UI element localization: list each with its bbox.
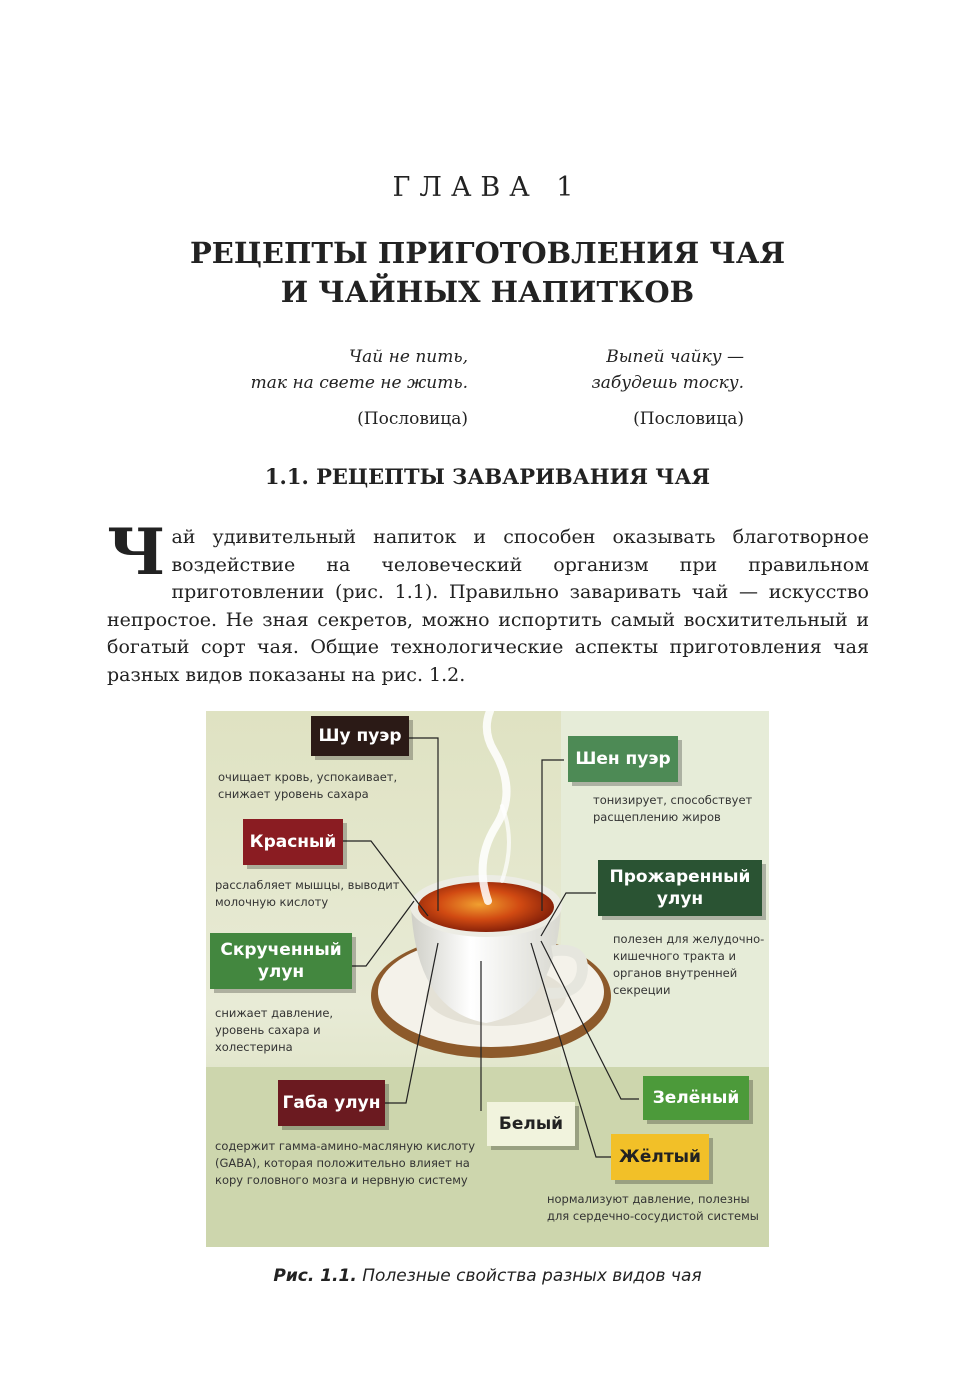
label-shen-puer: Шен пуэр — [568, 736, 678, 782]
epigraph-1-line-2: так на свете не жить. — [250, 373, 468, 393]
chapter-title — [0, 234, 975, 312]
chapter-label: ГЛАВА 1 — [392, 172, 583, 203]
label-prozharenny-ulun: Прожаренный улун — [598, 860, 762, 916]
label-bely: Белый — [487, 1102, 575, 1146]
tea-infographic — [206, 711, 769, 1247]
desc-skruchenny-ulun: снижает давление, уровень сахара и холестерина — [215, 1006, 334, 1054]
epigraph-2-line-2: забудешь тоску. — [591, 373, 744, 393]
epigraph-2-source: (Пословица) — [633, 409, 744, 429]
epigraph-2-line-1: Выпей чайку — — [606, 347, 744, 367]
paragraph-text: ай удивительный напиток и способен оказывать благотворное воздействие на человеческий организм при правильном приготовлении (рис. 1.1). Правильно заваривать чай — искусство непростое. Не зная секретов, можно испортить самый восхитительный и богатый сорт чая. Общие технологические аспекты приготовления чая разных видов показаны на рис. 1.2. — [107, 526, 869, 686]
label-zeleny: Зелёный — [643, 1076, 749, 1120]
desc-shen-puer: тонизирует, способствует расщеплению жиров — [593, 793, 753, 824]
desc-prozharenny-ulun: полезен для желудочно-кишечного тракта и органов внутренней секреции — [613, 932, 765, 997]
drop-cap: Ч — [107, 515, 166, 590]
label-krasny: Красный — [243, 819, 343, 865]
section-title: 1.1. РЕЦЕПТЫ ЗАВАРИВАНИЯ ЧАЯ — [264, 464, 711, 489]
figure-caption — [0, 1266, 975, 1286]
desc-shu-puer: очищает кровь, успокаивает, снижает уровень сахара — [218, 770, 398, 801]
body-paragraph — [107, 515, 869, 690]
chapter-title-line-1: РЕЦЕПТЫ ПРИГОТОВЛЕНИЯ ЧАЯ — [189, 236, 786, 270]
label-skruchenny-ulun: Скрученный улун — [210, 933, 352, 989]
desc-gaba-ulun: содержит гамма-амино-масляную кислоту (GABA), которая положительно влияет на кору головного мозга и нервную систему — [215, 1139, 476, 1187]
desc-krasny: расслабляет мышцы, выводит молочную кислоту — [215, 878, 400, 909]
label-shu-puer: Шу пуэр — [311, 716, 409, 756]
label-gaba-ulun: Габа улун — [278, 1080, 385, 1126]
epigraph-1-source: (Пословица) — [357, 409, 468, 429]
epigraph-2 — [591, 344, 744, 432]
epigraph-1-line-1: Чай не пить, — [349, 347, 468, 367]
caption-text: Полезные свойства разных видов чая — [362, 1266, 702, 1286]
desc-zhelty: нормализуют давление, полезны для сердечно-сосудистой системы — [547, 1192, 759, 1223]
epigraph-1 — [251, 344, 468, 432]
chapter-title-line-2: И ЧАЙНЫХ НАПИТКОВ — [280, 275, 695, 309]
caption-label: Рис. 1.1. — [273, 1266, 357, 1286]
label-zhelty: Жёлтый — [611, 1134, 709, 1180]
